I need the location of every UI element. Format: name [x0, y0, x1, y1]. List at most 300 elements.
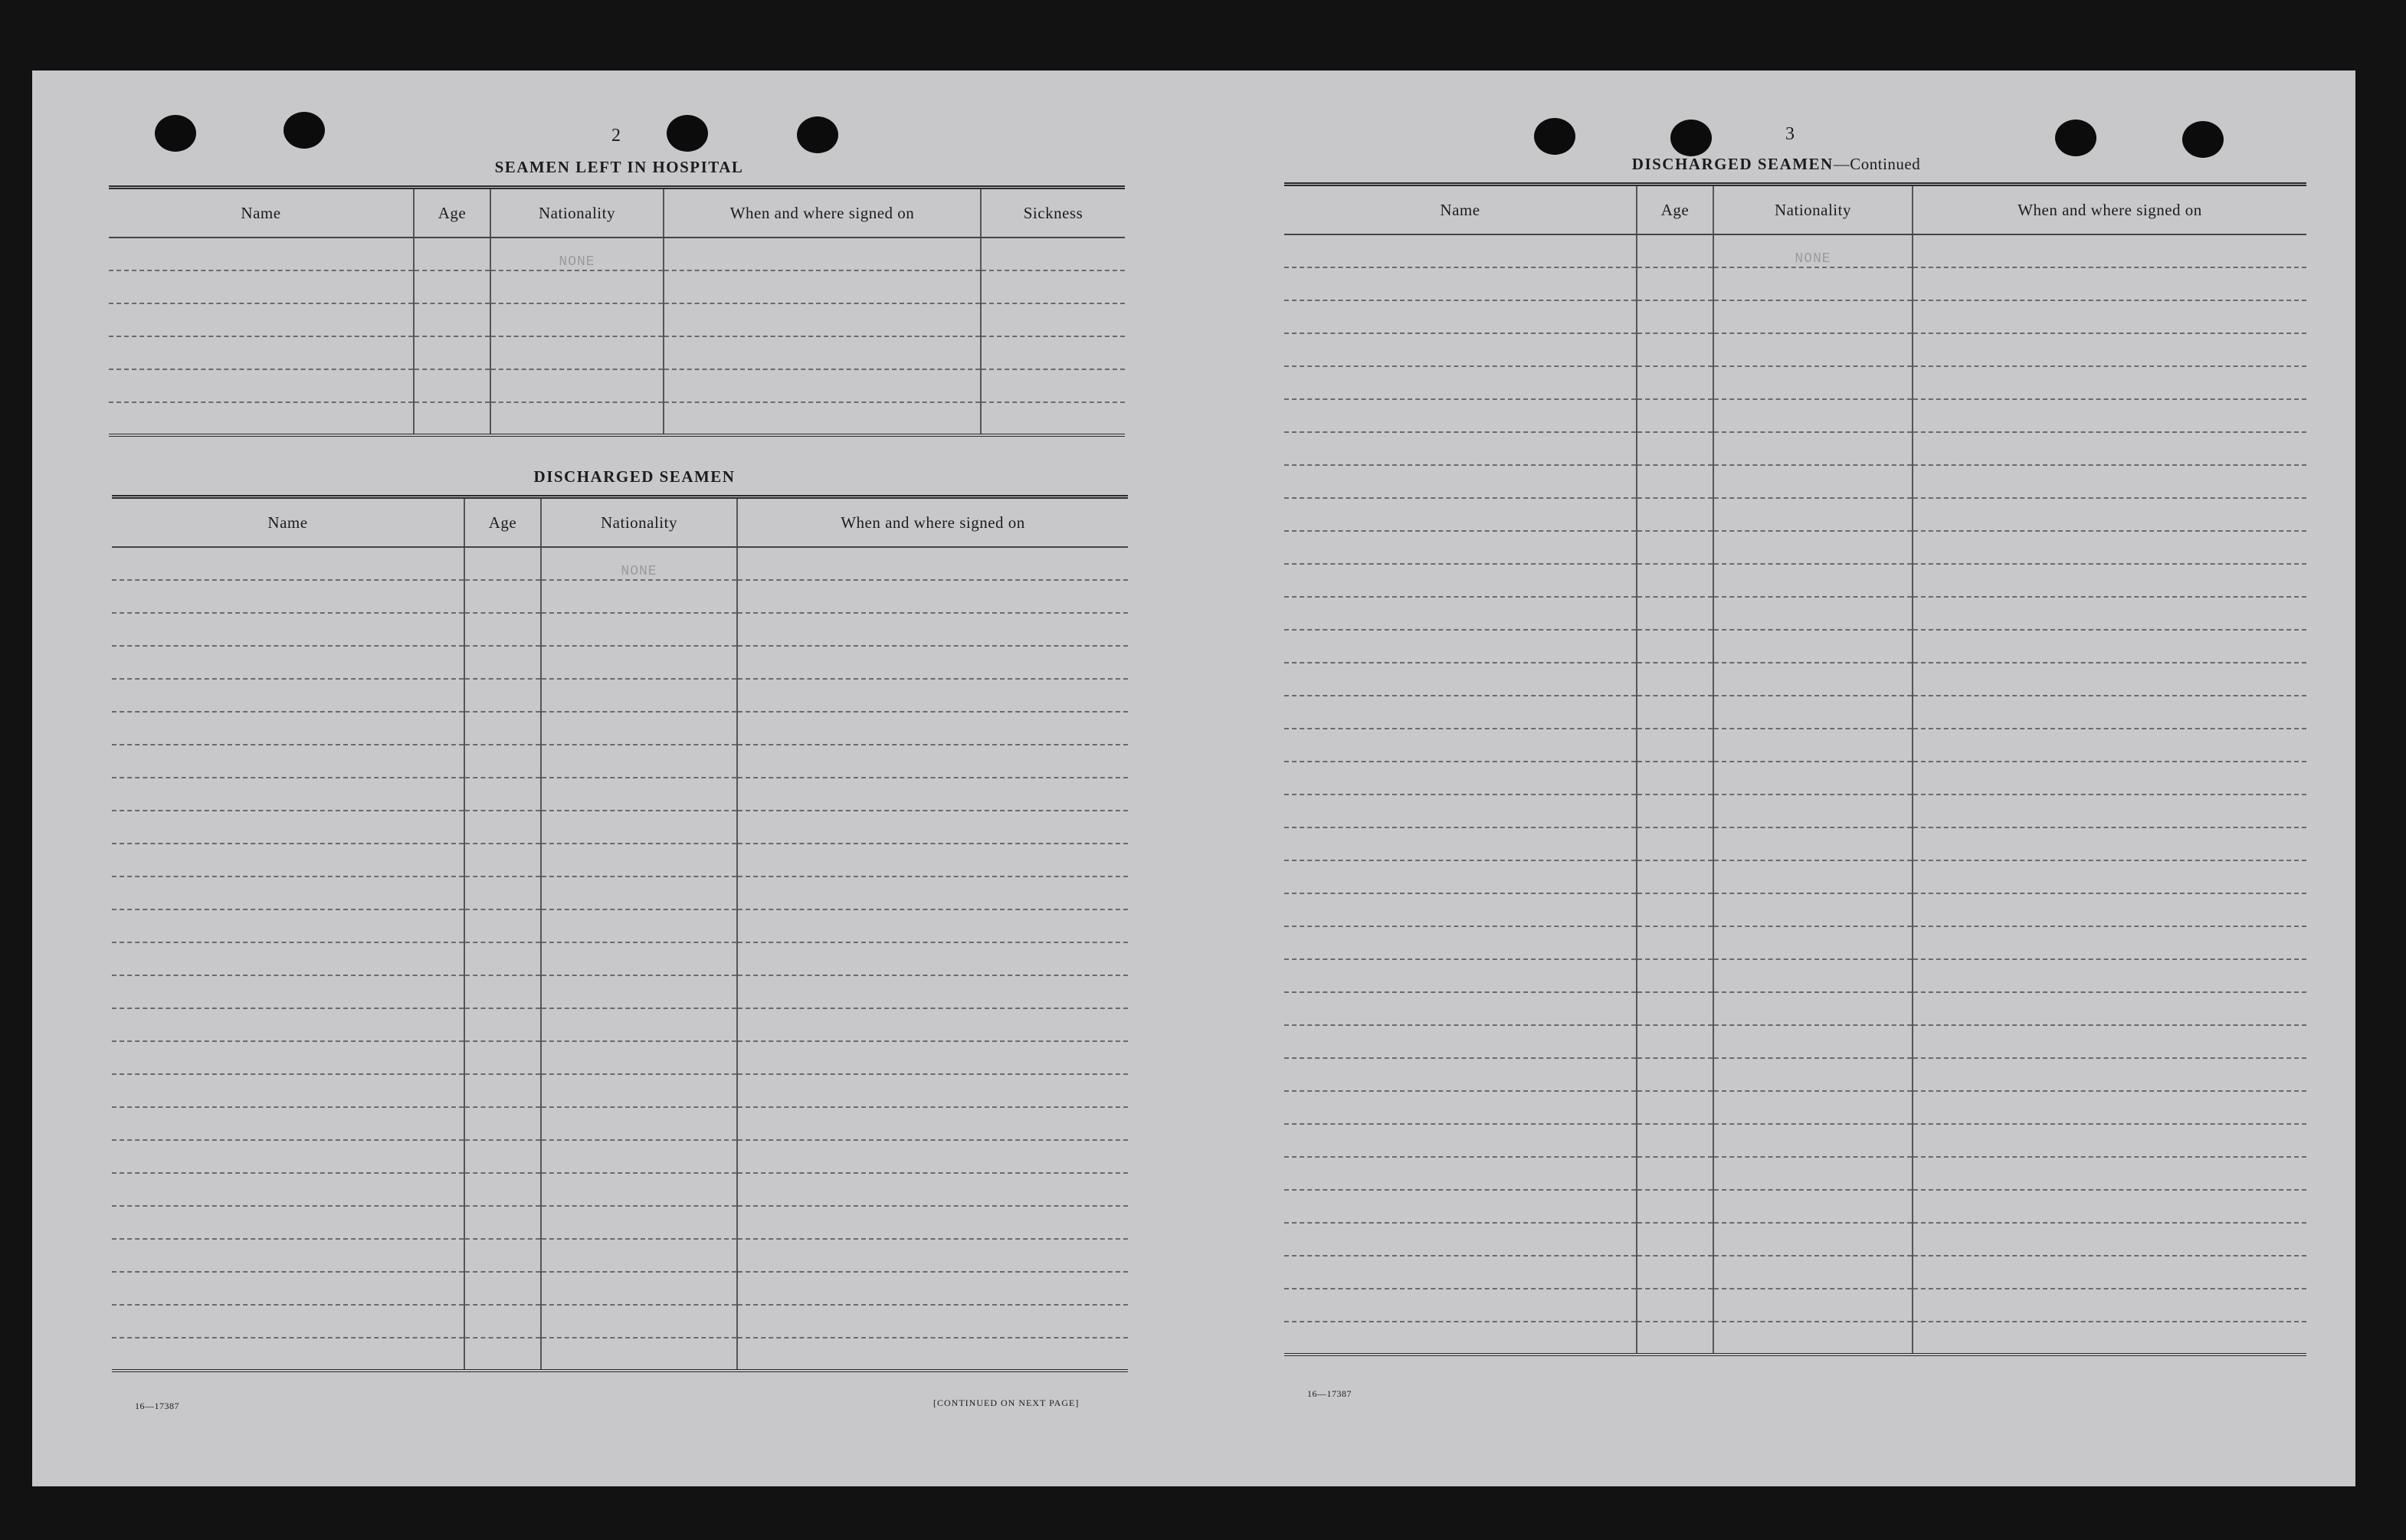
- table-cell: [1913, 333, 2306, 366]
- continued-note: [CONTINUED ON NEXT PAGE]: [933, 1397, 1080, 1408]
- table-cell: [109, 303, 414, 336]
- column-header-signed-on: When and where signed on: [737, 497, 1128, 548]
- table-cell: [464, 975, 541, 1008]
- table-cell: [541, 1041, 737, 1074]
- table-row: [112, 844, 1128, 876]
- table-row: [112, 646, 1128, 679]
- table-row: [109, 303, 1125, 336]
- table-cell: [1713, 564, 1913, 597]
- document-sheet: [32, 70, 2355, 1486]
- table-cell: [981, 369, 1125, 402]
- table-cell: [464, 1173, 541, 1206]
- table-cell: [464, 1041, 541, 1074]
- table-cell: [1713, 465, 1913, 498]
- table-cell: [1913, 959, 2306, 992]
- table-cell: [112, 942, 464, 975]
- table-row: [112, 1140, 1128, 1173]
- table-row: [109, 369, 1125, 402]
- table-cell: [1913, 860, 2306, 893]
- table-cell: [1713, 926, 1913, 959]
- table-cell: [541, 580, 737, 613]
- table-cell: [112, 1206, 464, 1239]
- table-cell: [1284, 1058, 1637, 1091]
- table-cell: [737, 1008, 1128, 1041]
- table-cell: [1713, 531, 1913, 564]
- table-cell: [112, 1107, 464, 1140]
- table-cell: [464, 679, 541, 712]
- hospital-section-title: SEAMEN LEFT IN HOSPITAL: [494, 158, 744, 176]
- table-cell: [981, 270, 1125, 303]
- table-row: [112, 975, 1128, 1008]
- table-row: [112, 712, 1128, 745]
- table-row: [112, 547, 1128, 580]
- table-cell: [1284, 267, 1637, 300]
- column-header-signed-on: When and where signed on: [664, 188, 981, 238]
- table-cell: [1713, 762, 1913, 795]
- table-cell: [1913, 992, 2306, 1025]
- table-cell: [464, 1008, 541, 1041]
- table-cell: [112, 679, 464, 712]
- table-cell: [464, 1107, 541, 1140]
- table-row: [112, 679, 1128, 712]
- table-cell: [112, 876, 464, 909]
- table-cell: [109, 402, 414, 435]
- table-cell: [1913, 432, 2306, 465]
- table-cell: [1284, 531, 1637, 564]
- table-cell: [1913, 893, 2306, 926]
- table-cell: [1913, 1157, 2306, 1190]
- table-row: [112, 1239, 1128, 1272]
- table-cell: [112, 1074, 464, 1107]
- table-cell: [1913, 267, 2306, 300]
- table-cell: [1637, 366, 1713, 399]
- table-cell: [737, 876, 1128, 909]
- table-cell: [1637, 827, 1713, 860]
- table-cell: [981, 402, 1125, 435]
- table-cell: [414, 303, 490, 336]
- table-row: [1284, 696, 2306, 729]
- punch-hole-icon: [1534, 118, 1575, 155]
- table-cell: [1284, 1223, 1637, 1256]
- table-cell: [464, 580, 541, 613]
- table-cell: [1637, 564, 1713, 597]
- table-cell: [737, 942, 1128, 975]
- table-cell: [464, 1338, 541, 1371]
- table-cell: [1284, 597, 1637, 630]
- table-cell: [1913, 1124, 2306, 1157]
- table-cell: [541, 547, 737, 580]
- table-row: [109, 336, 1125, 369]
- table-cell: [541, 1008, 737, 1041]
- form-number-left: 16—17387: [135, 1401, 179, 1411]
- table-cell: [737, 580, 1128, 613]
- table-cell: [1713, 300, 1913, 333]
- table-cell: [1284, 1190, 1637, 1223]
- table-cell: [1637, 1091, 1713, 1124]
- table-cell: [541, 712, 737, 745]
- table-cell: [1713, 1223, 1913, 1256]
- table-cell: [464, 712, 541, 745]
- table-cell: [464, 778, 541, 811]
- table-cell: [541, 909, 737, 942]
- table-row: [112, 1008, 1128, 1041]
- table-cell: [1284, 333, 1637, 366]
- table-cell: [1913, 399, 2306, 432]
- table-cell: [737, 1338, 1128, 1371]
- table-cell: [464, 1305, 541, 1338]
- table-cell: [1284, 366, 1637, 399]
- table-row: [112, 580, 1128, 613]
- column-header-age: Age: [414, 188, 490, 238]
- column-header-nationality: Nationality: [541, 497, 737, 548]
- table-cell: [541, 1338, 737, 1371]
- table-cell: [1713, 1322, 1913, 1355]
- table-cell: [112, 909, 464, 942]
- table-cell: [1713, 234, 1913, 267]
- table-cell: [1284, 1091, 1637, 1124]
- table-cell: [1913, 1322, 2306, 1355]
- table-cell: [112, 1173, 464, 1206]
- table-row: [112, 1107, 1128, 1140]
- table-cell: [541, 1107, 737, 1140]
- punch-hole-icon: [2182, 121, 2224, 158]
- table-cell: [112, 1239, 464, 1272]
- table-cell: [1913, 696, 2306, 729]
- table-row: [112, 811, 1128, 844]
- table-cell: [737, 778, 1128, 811]
- table-cell: [109, 270, 414, 303]
- table-cell: [464, 811, 541, 844]
- table-cell: [490, 303, 664, 336]
- table-cell: [664, 303, 981, 336]
- table-cell: [737, 1107, 1128, 1140]
- table-cell: [1284, 630, 1637, 663]
- table-row: [112, 1206, 1128, 1239]
- punch-hole-icon: [667, 115, 708, 152]
- table-cell: [1284, 1025, 1637, 1058]
- table-cell: [1284, 959, 1637, 992]
- table-cell: [1913, 366, 2306, 399]
- table-cell: [1913, 498, 2306, 531]
- table-cell: [1637, 926, 1713, 959]
- table-cell: [1637, 300, 1713, 333]
- table-cell: [1713, 366, 1913, 399]
- table-cell: [1913, 729, 2306, 762]
- punch-hole-icon: [155, 115, 196, 152]
- table-cell: [112, 1041, 464, 1074]
- table-cell: [414, 369, 490, 402]
- table-cell: [1284, 729, 1637, 762]
- table-cell: [414, 336, 490, 369]
- table-cell: [1913, 827, 2306, 860]
- entry-note: NONE: [1795, 251, 1831, 267]
- table-cell: [541, 1206, 737, 1239]
- page-number-left: 2: [611, 126, 621, 146]
- table-cell: [1637, 1190, 1713, 1223]
- table-cell: [1284, 234, 1637, 267]
- table-cell: [464, 613, 541, 646]
- table-row: [1284, 926, 2306, 959]
- punch-hole-icon: [2055, 120, 2096, 156]
- table-cell: [737, 547, 1128, 580]
- table-cell: [1713, 498, 1913, 531]
- table-cell: [1284, 795, 1637, 827]
- table-cell: [464, 1206, 541, 1239]
- table-cell: [1913, 300, 2306, 333]
- table-cell: [1637, 762, 1713, 795]
- punch-hole-icon: [1670, 120, 1712, 156]
- column-header-sickness: Sickness: [981, 188, 1125, 238]
- table-row: [109, 238, 1125, 270]
- table-cell: [1913, 531, 2306, 564]
- table-row: [1284, 1124, 2306, 1157]
- table-row: [112, 613, 1128, 646]
- punch-hole-icon: [284, 112, 325, 149]
- table-row: [1284, 1322, 2306, 1355]
- table-cell: [464, 1074, 541, 1107]
- table-cell: [1284, 1157, 1637, 1190]
- table-row: [1284, 1190, 2306, 1223]
- table-cell: [112, 844, 464, 876]
- table-cell: [1713, 992, 1913, 1025]
- table-cell: [1713, 1289, 1913, 1322]
- table-cell: [1284, 465, 1637, 498]
- entry-note: NONE: [559, 254, 595, 270]
- table-cell: [1913, 762, 2306, 795]
- table-row: [112, 942, 1128, 975]
- column-header-age: Age: [1637, 185, 1713, 235]
- table-row: [1284, 860, 2306, 893]
- table-cell: [1913, 1256, 2306, 1289]
- table-cell: [1713, 630, 1913, 663]
- table-cell: [737, 1041, 1128, 1074]
- table-row: [112, 1041, 1128, 1074]
- table-cell: [1713, 1157, 1913, 1190]
- table-cell: [1637, 531, 1713, 564]
- table-cell: [464, 942, 541, 975]
- table-cell: [1713, 1091, 1913, 1124]
- table-cell: [112, 1338, 464, 1371]
- table-cell: [541, 679, 737, 712]
- table-cell: [109, 369, 414, 402]
- table-cell: [112, 613, 464, 646]
- table-cell: [1713, 1190, 1913, 1223]
- table-cell: [112, 1140, 464, 1173]
- table-cell: [414, 270, 490, 303]
- table-cell: [1713, 959, 1913, 992]
- table-row: [1284, 1223, 2306, 1256]
- table-cell: [1913, 1091, 2306, 1124]
- table-cell: [1713, 432, 1913, 465]
- table-cell: [664, 336, 981, 369]
- table-cell: [1713, 827, 1913, 860]
- table-cell: [664, 238, 981, 270]
- table-row: [112, 909, 1128, 942]
- table-cell: [1637, 729, 1713, 762]
- table-row: [1284, 1289, 2306, 1322]
- table-row: [1284, 465, 2306, 498]
- column-header-name: Name: [109, 188, 414, 238]
- table-row: [1284, 729, 2306, 762]
- table-cell: [464, 909, 541, 942]
- column-header-nationality: Nationality: [490, 188, 664, 238]
- table-cell: [1913, 1025, 2306, 1058]
- table-cell: [737, 1173, 1128, 1206]
- table-cell: [414, 238, 490, 270]
- table-cell: [541, 778, 737, 811]
- table-cell: [1913, 663, 2306, 696]
- table-cell: [541, 646, 737, 679]
- discharged-table: [112, 495, 1128, 1372]
- table-cell: [1637, 399, 1713, 432]
- table-cell: [1284, 696, 1637, 729]
- table-row: [1284, 267, 2306, 300]
- table-cell: [1713, 860, 1913, 893]
- table-cell: [664, 270, 981, 303]
- table-cell: [112, 712, 464, 745]
- table-cell: [1637, 432, 1713, 465]
- table-cell: [1284, 498, 1637, 531]
- table-cell: [1713, 795, 1913, 827]
- table-cell: [112, 1272, 464, 1305]
- table-cell: [1284, 1124, 1637, 1157]
- table-cell: [737, 745, 1128, 778]
- column-header-name: Name: [1284, 185, 1637, 235]
- table-row: [1284, 795, 2306, 827]
- table-cell: [1284, 893, 1637, 926]
- table-cell: [1713, 1124, 1913, 1157]
- table-cell: [490, 238, 664, 270]
- table-cell: [1913, 1190, 2306, 1223]
- table-cell: [981, 336, 1125, 369]
- table-cell: [1713, 696, 1913, 729]
- table-cell: [1637, 1157, 1713, 1190]
- column-header-name: Name: [112, 497, 464, 548]
- discharged-continued-title: [1632, 155, 1920, 174]
- table-cell: [1637, 1289, 1713, 1322]
- table-row: [1284, 333, 2306, 366]
- table-row: [1284, 531, 2306, 564]
- table-row: [1284, 399, 2306, 432]
- table-row: [1284, 1025, 2306, 1058]
- table-cell: [1284, 399, 1637, 432]
- table-cell: [1713, 1025, 1913, 1058]
- table-row: [1284, 432, 2306, 465]
- table-cell: [1913, 465, 2306, 498]
- table-cell: [490, 369, 664, 402]
- table-cell: [541, 942, 737, 975]
- table-cell: [1637, 597, 1713, 630]
- table-row: [112, 1272, 1128, 1305]
- table-cell: [1637, 267, 1713, 300]
- table-row: [112, 1074, 1128, 1107]
- table-cell: [541, 745, 737, 778]
- table-row: [112, 745, 1128, 778]
- table-cell: [541, 1272, 737, 1305]
- table-cell: [1637, 959, 1713, 992]
- table-cell: [541, 1074, 737, 1107]
- table-cell: [1284, 1289, 1637, 1322]
- table-cell: [737, 909, 1128, 942]
- discharged-section-title: DISCHARGED SEAMEN: [533, 467, 736, 486]
- table-cell: [737, 712, 1128, 745]
- table-cell: [1913, 926, 2306, 959]
- table-row: [1284, 959, 2306, 992]
- table-cell: [1637, 234, 1713, 267]
- table-cell: [490, 402, 664, 435]
- table-cell: [464, 1140, 541, 1173]
- table-cell: [1637, 992, 1713, 1025]
- table-cell: [541, 876, 737, 909]
- table-row: [109, 270, 1125, 303]
- table-cell: [1637, 1322, 1713, 1355]
- column-header-nationality: Nationality: [1713, 185, 1913, 235]
- table-cell: [112, 547, 464, 580]
- hospital-table: [109, 185, 1125, 437]
- table-row: [1284, 630, 2306, 663]
- table-cell: [1284, 860, 1637, 893]
- table-row: [1284, 366, 2306, 399]
- table-cell: [464, 876, 541, 909]
- table-cell: [1284, 1322, 1637, 1355]
- table-cell: [1637, 1256, 1713, 1289]
- table-cell: [1637, 1025, 1713, 1058]
- table-cell: [1913, 234, 2306, 267]
- table-cell: [1637, 630, 1713, 663]
- continued-suffix: —Continued: [1833, 155, 1921, 173]
- table-cell: [1637, 696, 1713, 729]
- table-cell: [464, 1272, 541, 1305]
- table-cell: [541, 613, 737, 646]
- table-row: [112, 1338, 1128, 1371]
- table-cell: [1637, 1124, 1713, 1157]
- table-cell: [1637, 333, 1713, 366]
- table-cell: [112, 1008, 464, 1041]
- table-cell: [1913, 597, 2306, 630]
- table-row: [1284, 234, 2306, 267]
- table-cell: [112, 975, 464, 1008]
- table-cell: [1637, 498, 1713, 531]
- discharged-continued-title-main: DISCHARGED SEAMEN: [1631, 155, 1834, 173]
- table-cell: [541, 811, 737, 844]
- table-cell: [1284, 300, 1637, 333]
- table-cell: [664, 369, 981, 402]
- table-cell: [1713, 399, 1913, 432]
- table-cell: [1637, 893, 1713, 926]
- table-cell: [1913, 1289, 2306, 1322]
- table-cell: [737, 646, 1128, 679]
- table-cell: [1284, 827, 1637, 860]
- table-row: [1284, 498, 2306, 531]
- table-cell: [112, 646, 464, 679]
- table-row: [1284, 992, 2306, 1025]
- table-cell: [1637, 1058, 1713, 1091]
- table-cell: [1713, 267, 1913, 300]
- table-cell: [541, 844, 737, 876]
- table-cell: [1713, 1256, 1913, 1289]
- table-cell: [1913, 1223, 2306, 1256]
- table-cell: [464, 745, 541, 778]
- table-cell: [464, 1239, 541, 1272]
- table-row: [1284, 1256, 2306, 1289]
- table-cell: [1284, 663, 1637, 696]
- table-cell: [541, 1140, 737, 1173]
- table-row: [1284, 827, 2306, 860]
- table-cell: [109, 336, 414, 369]
- table-cell: [1284, 1256, 1637, 1289]
- table-row: [109, 402, 1125, 435]
- table-cell: [541, 1173, 737, 1206]
